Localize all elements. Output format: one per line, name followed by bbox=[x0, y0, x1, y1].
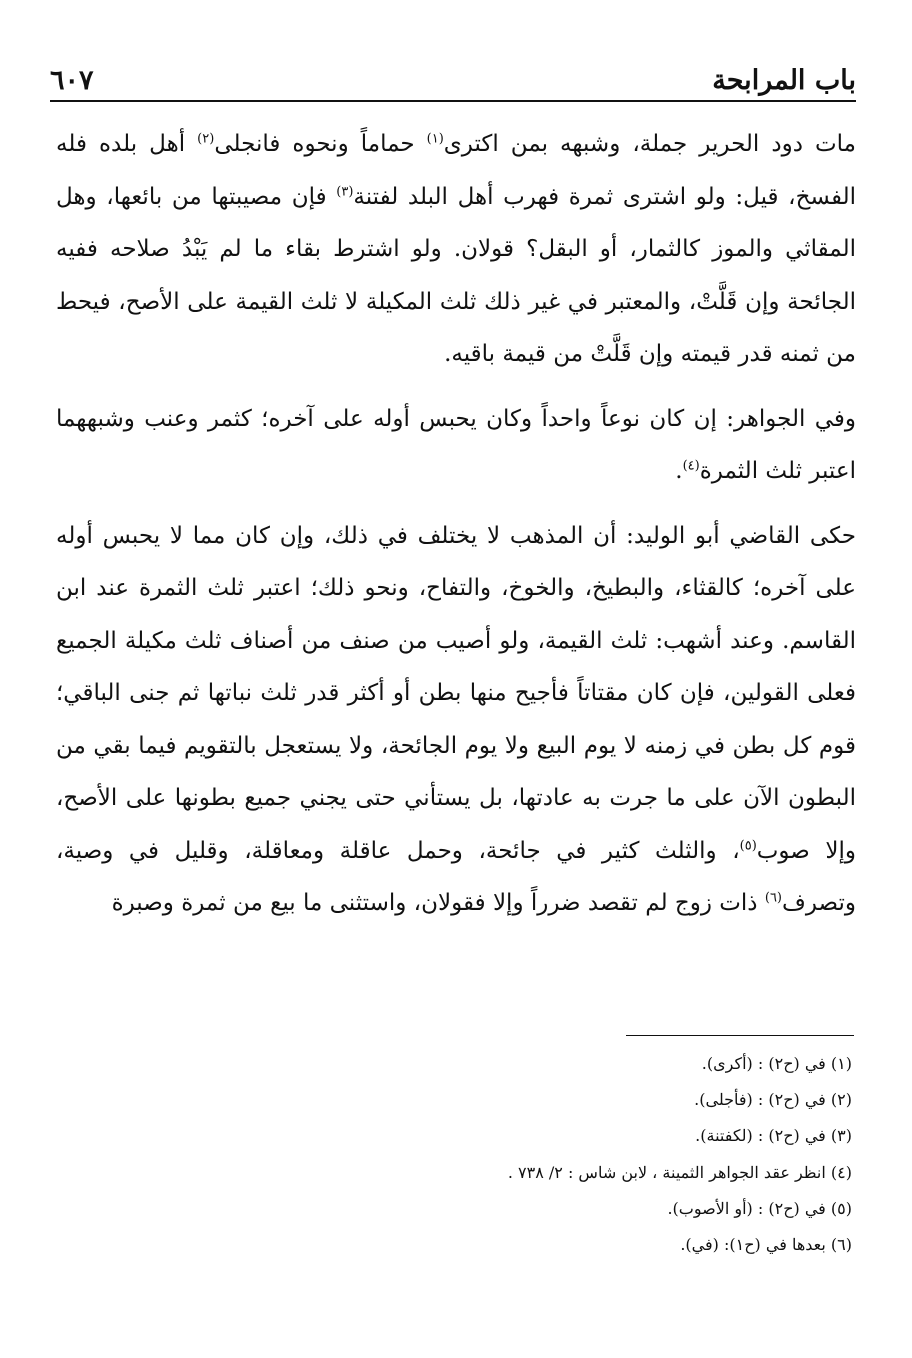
text-segment: وفي الجواهر: إن كان نوعاً واحداً وكان يحبس أوله على آخره؛ كثمر وعنب وشبههما اعتبر ثلث الثمرة bbox=[56, 405, 856, 484]
footnote: (٣) في (ح٢) : (لكفتنة). bbox=[695, 1126, 852, 1146]
text-segment: أهل بلده فله الفسخ، قيل: ولو اشترى ثمرة فهرب أهل البلد لفتنة bbox=[56, 131, 856, 210]
text-segment: ذات زوج لم تقصد ضرراً وإلا فقولان، واستثنى ما بيع من ثمرة وصبرة bbox=[111, 890, 765, 916]
footnote: (٥) في (ح٢) : (أو الأصوب). bbox=[667, 1198, 852, 1218]
text-segment: . bbox=[675, 458, 683, 484]
paragraph bbox=[56, 118, 856, 381]
footnote: (١) في (ح٢) : (أكرى). bbox=[701, 1054, 852, 1073]
footnote-separator bbox=[626, 1035, 854, 1036]
footnote-marker: (٦) bbox=[764, 890, 782, 906]
text-segment: مات دود الحرير جملة، وشبهه بمن اكترى bbox=[443, 131, 856, 157]
paragraph bbox=[56, 393, 856, 498]
text-segment: فإن مصيبتها من بائعها، وهل المقاثي والموز كالثمار، أو البقل؟ قولان. ولو اشترط بقاء ما لم يَبْدُ صلاحه ففيه الجائحة وإن قَلَّتْ، والمعتبر في غير ذلك ثلث المكيلة لا ثلث القيمة على الأصح، فيحط من ثمنه قدر قيمته وإن قَلَّتْ من قيمة باقيه. bbox=[56, 183, 856, 367]
main-text bbox=[56, 118, 856, 942]
chapter-title: باب المرابحة bbox=[712, 65, 856, 96]
footnote: (٢) في (ح٢) : (فأجلى). bbox=[694, 1090, 852, 1110]
text-segment: حماماً ونحوه فانجلى bbox=[214, 131, 427, 157]
footnote-marker: (٣) bbox=[336, 183, 354, 199]
page-number: ٦٠٧ bbox=[50, 65, 94, 96]
text-segment: حكى القاضي أبو الوليد: أن المذهب لا يختلف في ذلك، وإن كان مما لا يحبس أوله على آخره؛ كالقثاء، والبطيخ، والخوخ، والتفاح، ونحو ذلك؛ اعتبر ثلث الثمرة عند ابن القاسم. وعند أشهب: ثلث القيمة، ولو أصيب من صنف من أصناف ثلث مكيلة الجميع فعلى القولين، فإن كان مقتاتاً فأجيح منها بطن أو أكثر قدر ثلث نباتها ثم جنى الباقي؛ قوم كل بطن في زمنه لا يوم البيع ولا يوم الجائحة، ولا يستعجل بالتقويم فيما بقي من البطون الآن على ما جرت به عادتها، بل يستأني حتى يجني جميع بطونها على الأصح، وإلا صوب bbox=[56, 522, 856, 864]
footnote: (٦) بعدها في (ح١): (في). bbox=[680, 1235, 852, 1255]
footnotes bbox=[60, 1046, 852, 1263]
footnote-marker: (١) bbox=[426, 131, 444, 147]
footnote: (٤) انظر عقد الجواهر الثمينة ، لابن شاس : ٢/ ٧٣٨ . bbox=[507, 1162, 852, 1182]
footnote-marker: (٥) bbox=[739, 837, 757, 853]
paragraph bbox=[56, 510, 856, 930]
footnote-marker: (٤) bbox=[682, 458, 700, 474]
text-segment: ، والثلث كثير في جائحة، وحمل عاقلة ومعاقلة، وقليل في وصية، وتصرف bbox=[56, 837, 856, 916]
footnote-marker: (٢) bbox=[197, 131, 215, 147]
running-header bbox=[50, 52, 856, 102]
